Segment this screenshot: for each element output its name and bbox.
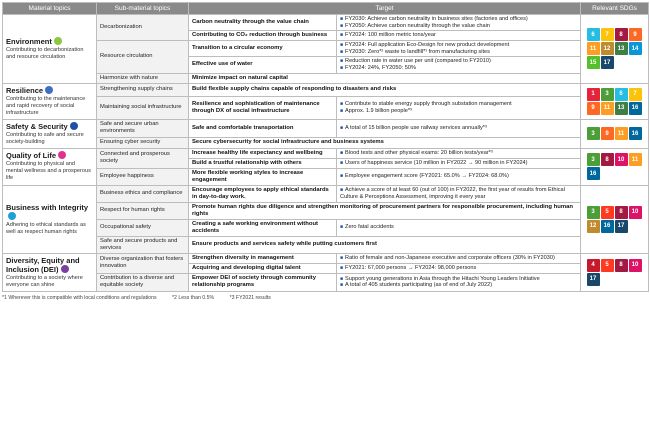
sdg-goal-16-icon: 16 xyxy=(629,102,642,115)
table-row xyxy=(3,148,649,158)
table-row xyxy=(3,119,649,137)
sdg-goal-6-icon: 6 xyxy=(587,28,600,41)
kpi-line xyxy=(340,65,577,72)
sdg-icon-grid xyxy=(587,153,643,180)
sdg-goal-6-icon: 6 xyxy=(615,88,628,101)
target-title: Transition to a circular economy xyxy=(189,41,337,57)
kpi-line xyxy=(340,16,577,23)
kpi-line xyxy=(340,276,577,283)
sdg-icon-grid xyxy=(587,206,643,233)
target-title: Secure cybersecurity for social infrastructure and business systems xyxy=(189,137,581,148)
footnote-3: *3 FY2021 results xyxy=(229,294,271,301)
material-topic-quality xyxy=(3,148,97,185)
sub-material-topic: Harmonize with nature xyxy=(97,73,189,83)
target-kpis xyxy=(337,185,581,202)
relevant-sdgs-quality xyxy=(581,148,649,185)
target-title: Ensure products and services safety while putting customers first xyxy=(189,236,581,253)
target-title: Creating a safe working environment without accidents xyxy=(189,219,337,236)
kpi-line xyxy=(340,42,577,49)
sdg-goal-17-icon: 17 xyxy=(615,220,628,233)
target-kpis xyxy=(337,219,581,236)
kpi-line xyxy=(340,32,577,39)
kpi-text: FY2030: Achieve carbon neutrality in business sites (factories and offices) xyxy=(345,16,528,22)
bullet-icon: ■ xyxy=(340,48,344,55)
material-topic-dei xyxy=(3,253,97,291)
sdg-goal-4-icon: 4 xyxy=(587,259,600,272)
kpi-line xyxy=(340,150,577,157)
bullet-icon: ■ xyxy=(340,224,344,231)
header-material-topics: Material topics xyxy=(3,3,97,15)
sub-material-topic: Business ethics and compliance xyxy=(97,185,189,202)
kpi-line xyxy=(340,224,577,231)
sdg-goal-11-icon: 11 xyxy=(629,153,642,166)
material-topic-description: Contributing to safe and secure society-building xyxy=(6,131,84,145)
relevant-sdgs-resilience xyxy=(581,83,649,119)
target-kpis xyxy=(337,31,581,41)
material-topic-title-text: Safety & Security xyxy=(6,121,68,131)
kpi-text: FY2030: Zero*² waste to landfill*¹ from manufacturing sites xyxy=(345,48,490,55)
relevant-sdgs-dei xyxy=(581,253,649,291)
target-kpis xyxy=(337,148,581,158)
sdg-goal-15-icon: 15 xyxy=(587,56,600,69)
sub-material-topic: Connected and prosperous society xyxy=(97,148,189,168)
material-topic-description: Contributing to decarbonization and resource circulation xyxy=(6,46,84,60)
target-title: Minimize impact on natural capital xyxy=(189,73,581,83)
material-topic-title-text: Environment xyxy=(6,36,52,46)
material-topic-title xyxy=(6,151,93,160)
kpi-line xyxy=(340,282,577,289)
material-topic-title xyxy=(6,203,93,221)
kpi-text: A total of 15 billion people use railway services annually*³ xyxy=(345,124,487,131)
table-row xyxy=(3,83,649,96)
kpi-text: Employee engagement score (FY2021: 65.0% → FY2024: 68.0%) xyxy=(345,173,509,180)
target-title: More flexible working styles to increase engagement xyxy=(189,168,337,185)
sdg-goal-3-icon: 3 xyxy=(601,88,614,101)
header-target: Target xyxy=(189,3,581,15)
table-row xyxy=(3,274,649,291)
relevant-sdgs-business xyxy=(581,185,649,253)
sdg-goal-11-icon: 11 xyxy=(615,127,628,140)
kpi-text: Ratio of female and non-Japanese executive and corporate officers (30% in FY2030) xyxy=(345,254,555,261)
kpi-text: FY2024: 100 million metric tons/year xyxy=(345,32,436,39)
target-kpis xyxy=(337,41,581,57)
sub-material-topic: Diverse organization that fosters innovation xyxy=(97,253,189,274)
topic-color-dot-icon xyxy=(58,151,66,159)
sdg-goal-10-icon: 10 xyxy=(615,153,628,166)
target-kpis xyxy=(337,119,581,137)
topic-color-dot-icon xyxy=(45,86,53,94)
sdg-goal-5-icon: 5 xyxy=(601,259,614,272)
bullet-icon: ■ xyxy=(340,64,344,71)
material-topic-title-text: Resilience xyxy=(6,85,44,95)
material-topic-title-text: Quality of Life xyxy=(6,151,57,161)
material-topic-description: Contributing to the maintenance and rapid recovery of social infrastructure xyxy=(6,95,86,116)
sdg-goal-17-icon: 17 xyxy=(601,56,614,69)
kpi-text: FY2024: 24%, FY2050: 50% xyxy=(345,64,416,71)
sdg-goal-9-icon: 9 xyxy=(601,127,614,140)
sdg-icon-grid xyxy=(587,259,643,286)
kpi-text: Approx. 1.9 billion people*³ xyxy=(345,107,412,114)
sdg-goal-3-icon: 3 xyxy=(587,206,600,219)
sdg-goal-16-icon: 16 xyxy=(601,220,614,233)
material-topic-description: Contributing to physical and mental wellness and a prosperous life xyxy=(6,161,91,182)
sub-material-topic: Safe and secure urban environments xyxy=(97,119,189,137)
sdg-goal-10-icon: 10 xyxy=(629,206,642,219)
table-row xyxy=(3,253,649,263)
table-row xyxy=(3,96,649,119)
sdg-goal-13-icon: 13 xyxy=(615,42,628,55)
materiality-table-container xyxy=(2,2,648,302)
sdg-goal-8-icon: 8 xyxy=(601,153,614,166)
target-title: Carbon neutrality through the value chain xyxy=(189,15,337,31)
bullet-icon: ■ xyxy=(340,159,344,166)
bullet-icon: ■ xyxy=(340,42,344,49)
material-topic-title xyxy=(6,122,93,131)
target-title: Resilience and sophistication of maintenance through DX of social infrastructure xyxy=(189,96,337,119)
sdg-goal-9-icon: 9 xyxy=(629,28,642,41)
kpi-text: Blood tests and other physical exams: 20 billion tests/year*³ xyxy=(345,149,493,156)
target-title: Safe and comfortable transportation xyxy=(189,119,337,137)
kpi-text: Contribute to stable energy supply through substation management xyxy=(345,101,512,108)
bullet-icon: ■ xyxy=(340,186,344,193)
sdg-goal-11-icon: 11 xyxy=(587,42,600,55)
kpi-line xyxy=(340,49,577,56)
bullet-icon: ■ xyxy=(340,173,344,180)
sdg-goal-5-icon: 5 xyxy=(601,206,614,219)
target-title: Empower DEI of society through community relationship programs xyxy=(189,274,337,291)
sub-material-topic: Maintaining social infrastructure xyxy=(97,96,189,119)
kpi-text: FY2024: Full application Eco-Design for new product development xyxy=(345,42,510,49)
table-row xyxy=(3,15,649,31)
target-kpis xyxy=(337,15,581,31)
bullet-icon: ■ xyxy=(340,32,344,39)
relevant-sdgs-environment xyxy=(581,15,649,84)
target-kpis xyxy=(337,168,581,185)
bullet-icon: ■ xyxy=(340,16,344,22)
kpi-text: Users of happiness service (10 million in FY2022 → 90 million in FY2024) xyxy=(345,159,528,166)
table-row xyxy=(3,41,649,57)
kpi-text: Zero fatal accidents xyxy=(345,224,394,231)
bullet-icon: ■ xyxy=(340,254,344,261)
sdg-goal-10-icon: 10 xyxy=(629,259,642,272)
bullet-icon: ■ xyxy=(340,107,344,114)
kpi-line xyxy=(340,108,577,115)
sdg-goal-14-icon: 14 xyxy=(629,42,642,55)
sdg-goal-12-icon: 12 xyxy=(587,220,600,233)
table-row xyxy=(3,219,649,236)
sdg-goal-17-icon: 17 xyxy=(587,273,600,286)
table-row xyxy=(3,73,649,83)
kpi-text: FY2050: Achieve carbon neutrality through the value chain xyxy=(345,22,490,29)
sub-material-topic: Contribution to a diverse and equitable society xyxy=(97,274,189,291)
sub-material-topic: Resource circulation xyxy=(97,41,189,73)
table-row xyxy=(3,168,649,185)
kpi-text: FY2021: 67,000 persons → FY2024: 98,000 persons xyxy=(345,265,477,272)
footnote-1: *1 Wherever this is compatible with local conditions and regulations xyxy=(2,294,157,301)
topic-color-dot-icon xyxy=(70,122,78,130)
sdg-icon-grid xyxy=(587,28,643,69)
kpi-line xyxy=(340,58,577,65)
kpi-text: A total of 405 students participating (as of end of July 2022) xyxy=(345,282,493,289)
kpi-line xyxy=(340,173,577,180)
sdg-goal-8-icon: 8 xyxy=(615,28,628,41)
table-row xyxy=(3,185,649,202)
table-row xyxy=(3,137,649,148)
material-topic-description: Adhering to ethical standards as well as respect human rights xyxy=(6,221,86,235)
sub-material-topic: Employee happiness xyxy=(97,168,189,185)
sdg-icon-grid xyxy=(587,88,643,115)
bullet-icon: ■ xyxy=(340,58,344,65)
table-row xyxy=(3,236,649,253)
sdg-goal-12-icon: 12 xyxy=(601,42,614,55)
bullet-icon: ■ xyxy=(340,101,344,108)
kpi-line xyxy=(340,101,577,108)
header-sub-material-topics: Sub-material topics xyxy=(97,3,189,15)
target-title: Strengthen diversity in management xyxy=(189,253,337,263)
target-title: Encourage employees to apply ethical standards in day-to-day work. xyxy=(189,185,337,202)
material-topic-title xyxy=(6,37,93,46)
sdg-goal-3-icon: 3 xyxy=(587,153,600,166)
material-topic-description: Contributing to a society where everyone can shine xyxy=(6,274,83,288)
sdg-goal-8-icon: 8 xyxy=(615,259,628,272)
header-row xyxy=(3,3,649,15)
bullet-icon: ■ xyxy=(340,22,344,29)
material-topic-title-text: Diversity, Equity and Inclusion (DEI) xyxy=(6,255,80,274)
sub-material-topic: Safe and secure products and services xyxy=(97,236,189,253)
materiality-table xyxy=(2,2,649,292)
material-topic-business xyxy=(3,185,97,253)
bullet-icon: ■ xyxy=(340,265,344,272)
table-body xyxy=(3,15,649,292)
sub-material-topic: Occupational safety xyxy=(97,219,189,236)
sdg-goal-3-icon: 3 xyxy=(587,127,600,140)
kpi-line xyxy=(340,187,577,200)
kpi-line xyxy=(340,125,577,132)
sub-material-topic: Ensuring cyber security xyxy=(97,137,189,148)
topic-color-dot-icon xyxy=(54,37,62,45)
sdg-goal-16-icon: 16 xyxy=(629,127,642,140)
sdg-goal-7-icon: 7 xyxy=(629,88,642,101)
target-kpis xyxy=(337,57,581,73)
kpi-line xyxy=(340,23,577,30)
target-title: Acquiring and developing digital talent xyxy=(189,263,337,273)
target-title: Increase healthy life expectancy and wellbeing xyxy=(189,148,337,158)
kpi-text: Reduction rate in water use per unit (compared to FY2010) xyxy=(345,58,491,65)
material-topic-title xyxy=(6,86,93,95)
bullet-icon: ■ xyxy=(340,282,344,289)
sdg-goal-7-icon: 7 xyxy=(601,28,614,41)
sdg-goal-9-icon: 9 xyxy=(587,102,600,115)
sub-material-topic: Respect for human rights xyxy=(97,202,189,219)
kpi-line xyxy=(340,265,577,272)
sdg-goal-16-icon: 16 xyxy=(587,167,600,180)
sub-material-topic: Strengthening supply chains xyxy=(97,83,189,96)
sdg-goal-8-icon: 8 xyxy=(615,206,628,219)
target-title: Effective use of water xyxy=(189,57,337,73)
material-topic-safety xyxy=(3,119,97,148)
kpi-line xyxy=(340,160,577,167)
target-kpis xyxy=(337,96,581,119)
target-title: Build flexible supply chains capable of responding to disasters and risks xyxy=(189,83,581,96)
kpi-text: Achieve a score of at least 60 (out of 100) in FY2022, the first year of results from Ethical Culture & Perceptions Assessment, improving it every year xyxy=(340,186,565,200)
sdg-goal-1-icon: 1 xyxy=(587,88,600,101)
target-kpis xyxy=(337,263,581,273)
target-title: Build a trustful relationship with others xyxy=(189,158,337,168)
kpi-line xyxy=(340,255,577,262)
bullet-icon: ■ xyxy=(340,124,344,131)
topic-color-dot-icon xyxy=(61,265,69,273)
material-topic-title xyxy=(6,256,93,274)
material-topic-resilience xyxy=(3,83,97,119)
sdg-goal-11-icon: 11 xyxy=(601,102,614,115)
sub-material-topic: Decarbonization xyxy=(97,15,189,41)
bullet-icon: ■ xyxy=(340,275,344,282)
topic-color-dot-icon xyxy=(8,212,16,220)
target-kpis xyxy=(337,274,581,291)
relevant-sdgs-safety xyxy=(581,119,649,148)
footnote-2: *2 Less than 0.5% xyxy=(172,294,215,301)
header-relevant-sdgs: Relevant SDGs xyxy=(581,3,649,15)
material-topic-title-text: Business with Integrity xyxy=(6,202,89,212)
kpi-text: Support young generations in Asia through the Hitachi Young Leaders Initiative xyxy=(345,275,540,282)
material-topic-environment xyxy=(3,15,97,84)
sdg-goal-13-icon: 13 xyxy=(615,102,628,115)
bullet-icon: ■ xyxy=(340,149,344,156)
target-title: Contributing to CO₂ reduction through business xyxy=(189,31,337,41)
target-kpis xyxy=(337,253,581,263)
sdg-icon-grid xyxy=(587,127,643,140)
footnotes xyxy=(2,295,648,302)
table-row xyxy=(3,202,649,219)
target-kpis xyxy=(337,158,581,168)
target-title: Promote human rights due diligence and strengthen monitoring of procurement partners for responsible procurement, including human rights xyxy=(189,202,581,219)
